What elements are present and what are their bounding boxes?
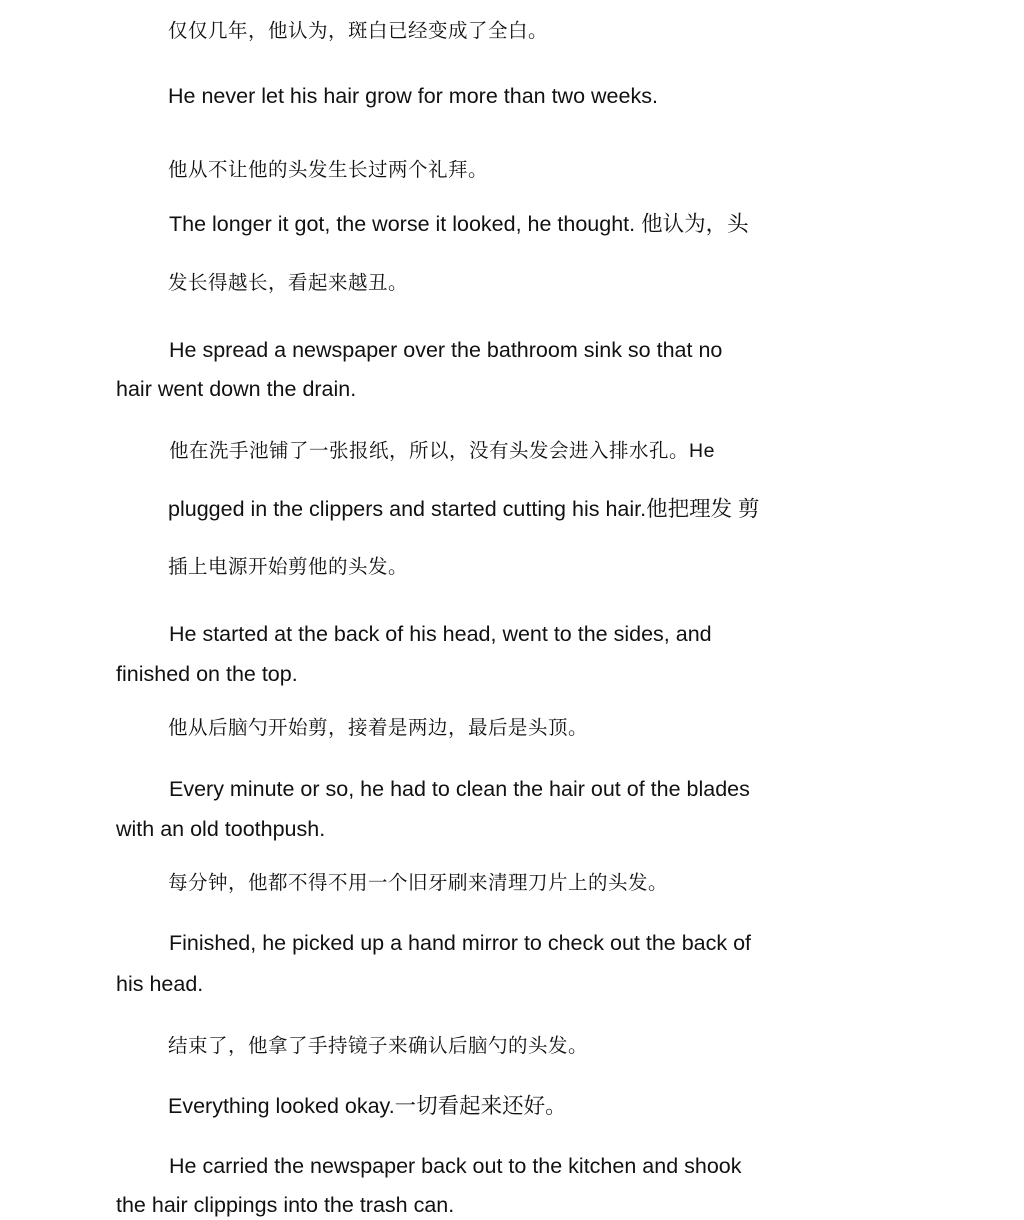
text-line: finished on the top. — [116, 662, 298, 686]
text-line: 他从后脑勺开始剪，接着是两边，最后是头顶。 — [168, 717, 589, 739]
text-line: He started at the back of his head, went to the sides, and — [169, 622, 712, 646]
text-line: He spread a newspaper over the bathroom sink so that no — [169, 338, 723, 362]
text-line: the hair clippings into the trash can. — [116, 1193, 455, 1217]
text-line: Finished, he picked up a hand mirror to check out the back of — [169, 931, 752, 955]
text-line: The longer it got, the worse it looked, he thought. 他认为，头 — [169, 212, 749, 236]
text-line: He never let his hair grow for more than two weeks. — [168, 84, 658, 108]
text-line: 仅仅几年，他认为，斑白已经变成了全白。 — [168, 20, 549, 42]
text-line: 他从不让他的头发生长过两个礼拜。 — [168, 159, 489, 181]
text-line: Everything looked okay.一切看起来还好。 — [168, 1094, 567, 1118]
text-line: hair went down the drain. — [116, 377, 357, 401]
text-line: 他在洗手池铺了一张报纸，所以，没有头发会进入排水孔。He — [169, 440, 715, 462]
text-line: Every minute or so, he had to clean the hair out of the blades — [169, 777, 750, 801]
text-line: his head. — [116, 972, 204, 996]
text-line: with an old toothpush. — [116, 817, 326, 841]
text-line: 每分钟，他都不得不用一个旧牙刷来清理刀片上的头发。 — [168, 872, 669, 894]
text-line: 插上电源开始剪他的头发。 — [168, 556, 409, 578]
text-line: 结束了，他拿了手持镜子来确认后脑勺的头发。 — [168, 1035, 589, 1057]
text-line: plugged in the clippers and started cutting his hair.他把理发 剪 — [168, 497, 760, 521]
text-line: He carried the newspaper back out to the kitchen and shook — [169, 1154, 742, 1178]
text-line: 发长得越长，看起来越丑。 — [168, 272, 409, 294]
